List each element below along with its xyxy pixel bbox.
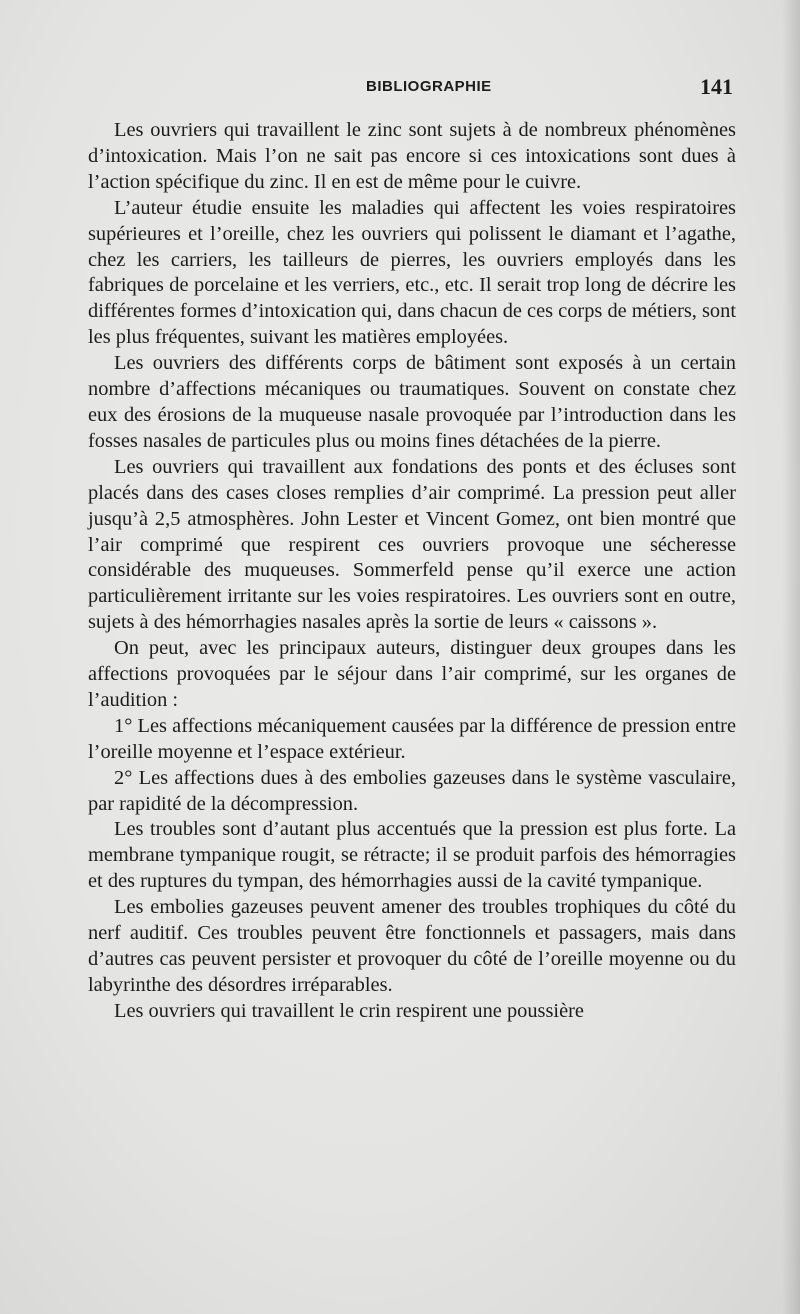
page-header: [0, 74, 800, 104]
page-edge-shadow: [782, 0, 800, 1314]
page-number: 141: [700, 74, 733, 99]
paragraph: Les embolies gazeuses peuvent amener des troubles trophiques du côté du nerf auditif. Ces troubles peuvent être fonctionnels et passagers, mais dans d’autres cas peuvent persister et provoquer du côté de l’oreille moyenne ou du labyrinthe des désordres irréparables.: [88, 896, 736, 996]
body-text: [88, 118, 736, 1025]
paragraph: Les ouvriers qui travaillent le crin respirent une poussière: [114, 999, 584, 1022]
list-item-paragraph: 1° Les affections mécaniquement causées par la différence de pression entre l’oreille moyenne et l’espace extérieur.: [88, 714, 736, 763]
paragraph: Les ouvriers des différents corps de bâtiment sont exposés à un certain nombre d’affections mécaniques ou traumatiques. Souvent on constate chez eux des érosions de la muqueuse nasale provoquée par l’introduction dans les fosses nasales de particules plus ou moins fines détachées de la pierre.: [88, 352, 736, 452]
paragraph: Les ouvriers qui travaillent aux fondations des ponts et des écluses sont placés dans des cases closes remplies d’air comprimé. La pression peut aller jusqu’à 2,5 atmosphères. John Lester et Vincent Gomez, ont bien montré que l’air comprimé que respirent ces ouvriers provoque une sécheresse considérable des muqueuses. Sommerfeld pense qu’il exerce une action particulièrement irritante sur les voies respiratoires. Les ouvriers sont en outre, sujets à des hémorrhagies nasales après la sortie de leurs « caissons ».: [88, 455, 736, 634]
list-item-paragraph: 2° Les affections dues à des embolies gazeuses dans le système vasculaire, par rapidité de la décompression.: [88, 766, 736, 815]
paragraph: Les troubles sont d’autant plus accentués que la pression est plus forte. La membrane tympanique rougit, se rétracte; il se produit parfois des hémorragies et des ruptures du tympan, des hémorrhagies aussi de la cavité tympanique.: [88, 818, 736, 893]
paragraph: L’auteur étudie ensuite les maladies qui affectent les voies respiratoires supérieures et l’oreille, chez les ouvriers qui polissent le diamant et l’agathe, chez les carriers, les tailleurs de pierres, les ouvriers employés dans les fabriques de porcelaine et les verriers, etc., etc. Il serait trop long de décrire les différentes formes d’intoxication qui, dans chacun de ces corps de métiers, sont les plus fréquentes, suivant les matières employées.: [88, 196, 736, 349]
paragraph: Les ouvriers qui travaillent le zinc sont sujets à de nombreux phénomènes d’intoxication. Mais l’on ne sait pas encore si ces intoxications sont dues à l’action spécifique du zinc. Il en est de même pour le cuivre.: [88, 119, 736, 193]
paragraph: On peut, avec les principaux auteurs, distinguer deux groupes dans les affections provoquées par le séjour dans l’air comprimé, sur les organes de l’audition :: [88, 637, 736, 711]
running-title: BIBLIOGRAPHIE: [366, 78, 492, 95]
